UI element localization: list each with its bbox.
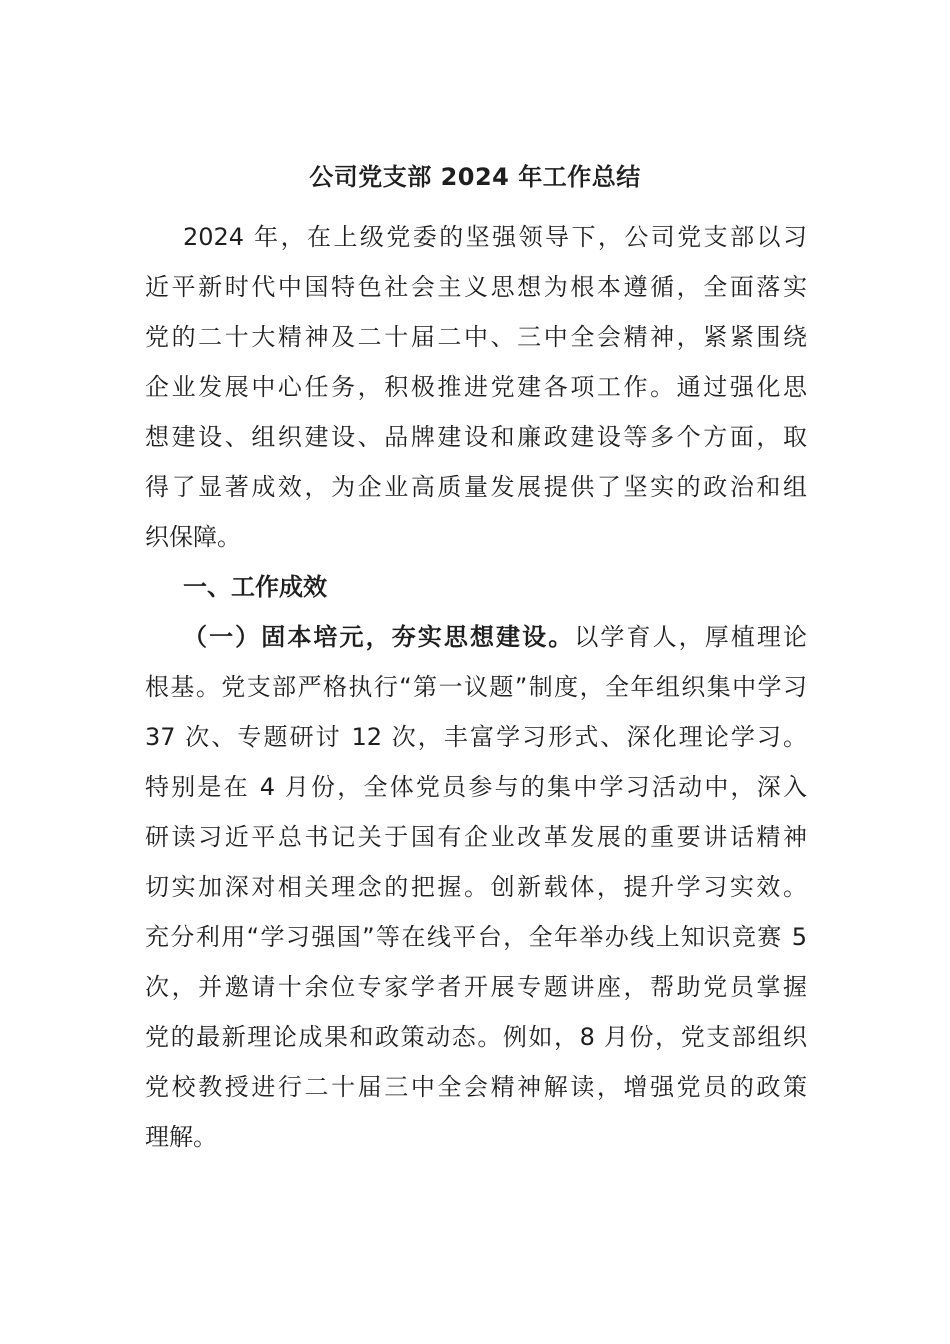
intro-line-5: 想建设、组织建设、品牌建设和廉政建设等多个方面，取 — [145, 423, 807, 451]
intro-line-7: 织保障。 — [145, 523, 241, 551]
sub1-line-8: 党的最新理论成果和政策动态。例如，8 月份，党支部组织 — [145, 1023, 807, 1051]
sub1-line-7: 次，并邀请十余位专家学者开展专题讲座，帮助党员掌握 — [145, 973, 807, 1001]
intro-line-1: 2024 年，在上级党委的坚强领导下，公司党支部以习 — [183, 223, 807, 251]
sub1-line-5: 切实加深对相关理念的把握。创新载体，提升学习实效。 — [145, 873, 807, 901]
sub1-line-10: 理解。 — [145, 1123, 217, 1151]
section-heading-achievements: 一、工作成效 — [183, 573, 327, 601]
document-body — [145, 212, 807, 1162]
sub1-line-2: 37 次、专题研讨 12 次，丰富学习形式、深化理论学习。 — [145, 723, 807, 751]
intro-line-6: 得了显著成效，为企业高质量发展提供了坚实的政治和组 — [145, 473, 807, 501]
sub1-line-4: 研读习近平总书记关于国有企业改革发展的重要讲话精神 — [145, 823, 807, 851]
intro-line-3: 党的二十大精神及二十届二中、三中全会精神，紧紧围绕 — [145, 323, 807, 351]
subsection-heading-ideology: （一）固本培元，夯实思想建设。 — [183, 623, 575, 651]
intro-line-2: 近平新时代中国特色社会主义思想为根本遵循，全面落实 — [145, 273, 807, 301]
sub1-line-9: 党校教授进行二十届三中全会精神解读，增强党员的政策 — [145, 1073, 807, 1101]
subsection-first-line-text: 以学育人，厚植理论 — [574, 623, 808, 651]
intro-line-4: 企业发展中心任务，积极推进党建各项工作。通过强化思 — [145, 373, 807, 401]
sub1-line-6: 充分利用“学习强国”等在线平台，全年举办线上知识竞赛 5 — [145, 923, 807, 951]
sub1-line-3: 特别是在 4 月份，全体党员参与的集中学习活动中，深入 — [145, 773, 807, 801]
document-title: 公司党支部 2024 年工作总结 — [309, 163, 641, 191]
subsection-first-line — [145, 612, 807, 662]
sub1-line-1: 根基。党支部严格执行“第一议题”制度，全年组织集中学习 — [145, 673, 807, 701]
